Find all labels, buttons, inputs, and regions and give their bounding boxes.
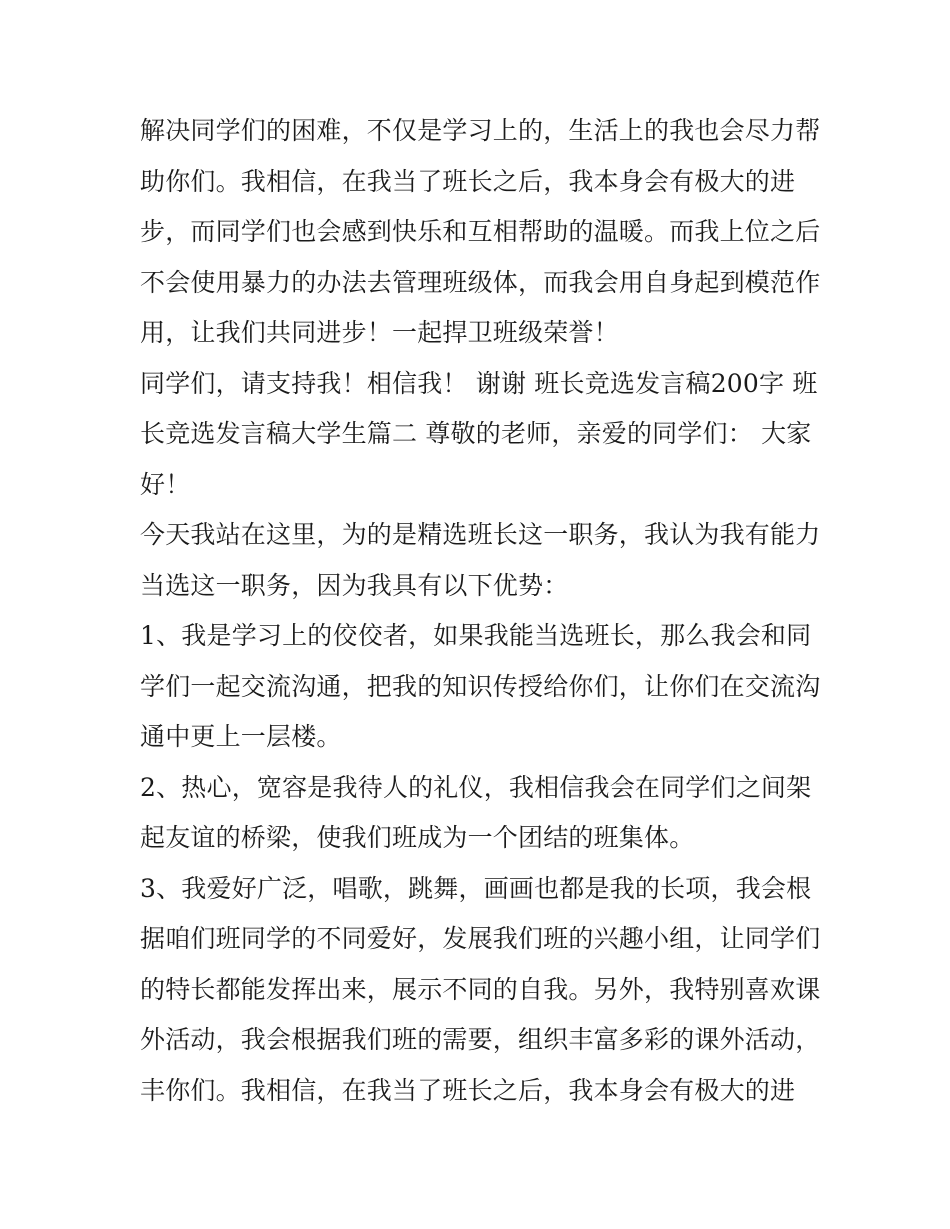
text-line: 2、热心，宽容是我待人的礼仪，我相信我会在同学们之间架 (140, 772, 812, 802)
text-line: 丰你们。我相信，在我当了班长之后，我本身会有极大的进 (140, 1075, 796, 1105)
text-line: 起友谊的桥梁，使我们班成为一个团结的班集体。 (140, 823, 695, 852)
text-line: 的特长都能发挥出来，展示不同的自我。另外，我特别喜欢课 (140, 974, 821, 1004)
text-line: 3、我爱好广泛，唱歌，跳舞，画画也都是我的长项，我会根 (140, 873, 812, 903)
document-body (140, 106, 820, 1116)
text-line: 好！ (140, 469, 191, 499)
text-line: 步，而同学们也会感到快乐和互相帮助的温暖。而我上位之后 (140, 217, 821, 246)
text-line: 今天我站在这里，为的是精选班长这一职务，我认为我有能力 (140, 520, 821, 549)
text-line: 学们一起交流沟通，把我的知识传授给你们，让你们在交流沟 (140, 671, 821, 701)
text-line: 长竞选发言稿大学生篇二 尊敬的老师，亲爱的同学们： 大家 (140, 419, 812, 448)
text-line: 通中更上一层楼。 (140, 722, 342, 751)
text-line: 同学们，请支持我！相信我！ 谢谢 班长竞选发言稿200字 班 (140, 368, 818, 398)
text-line: 外活动，我会根据我们班的需要，组织丰富多彩的课外活动， (140, 1025, 821, 1054)
text-line: 当选这一职务，因为我具有以下优势： (140, 570, 569, 600)
text-line: 助你们。我相信，在我当了班长之后，我本身会有极大的进 (140, 166, 796, 196)
text-line: 据咱们班同学的不同爱好，发展我们班的兴趣小组，让同学们 (140, 924, 821, 953)
text-line: 用，让我们共同进步！一起捍卫班级荣誉！ (140, 318, 619, 347)
text-line: 解决同学们的困难，不仅是学习上的，生活上的我也会尽力帮 (140, 116, 821, 145)
text-line: 不会使用暴力的办法去管理班级体，而我会用自身起到模范作 (140, 267, 821, 297)
text-line: 1、我是学习上的佼佼者，如果我能当选班长，那么我会和同 (140, 621, 812, 650)
